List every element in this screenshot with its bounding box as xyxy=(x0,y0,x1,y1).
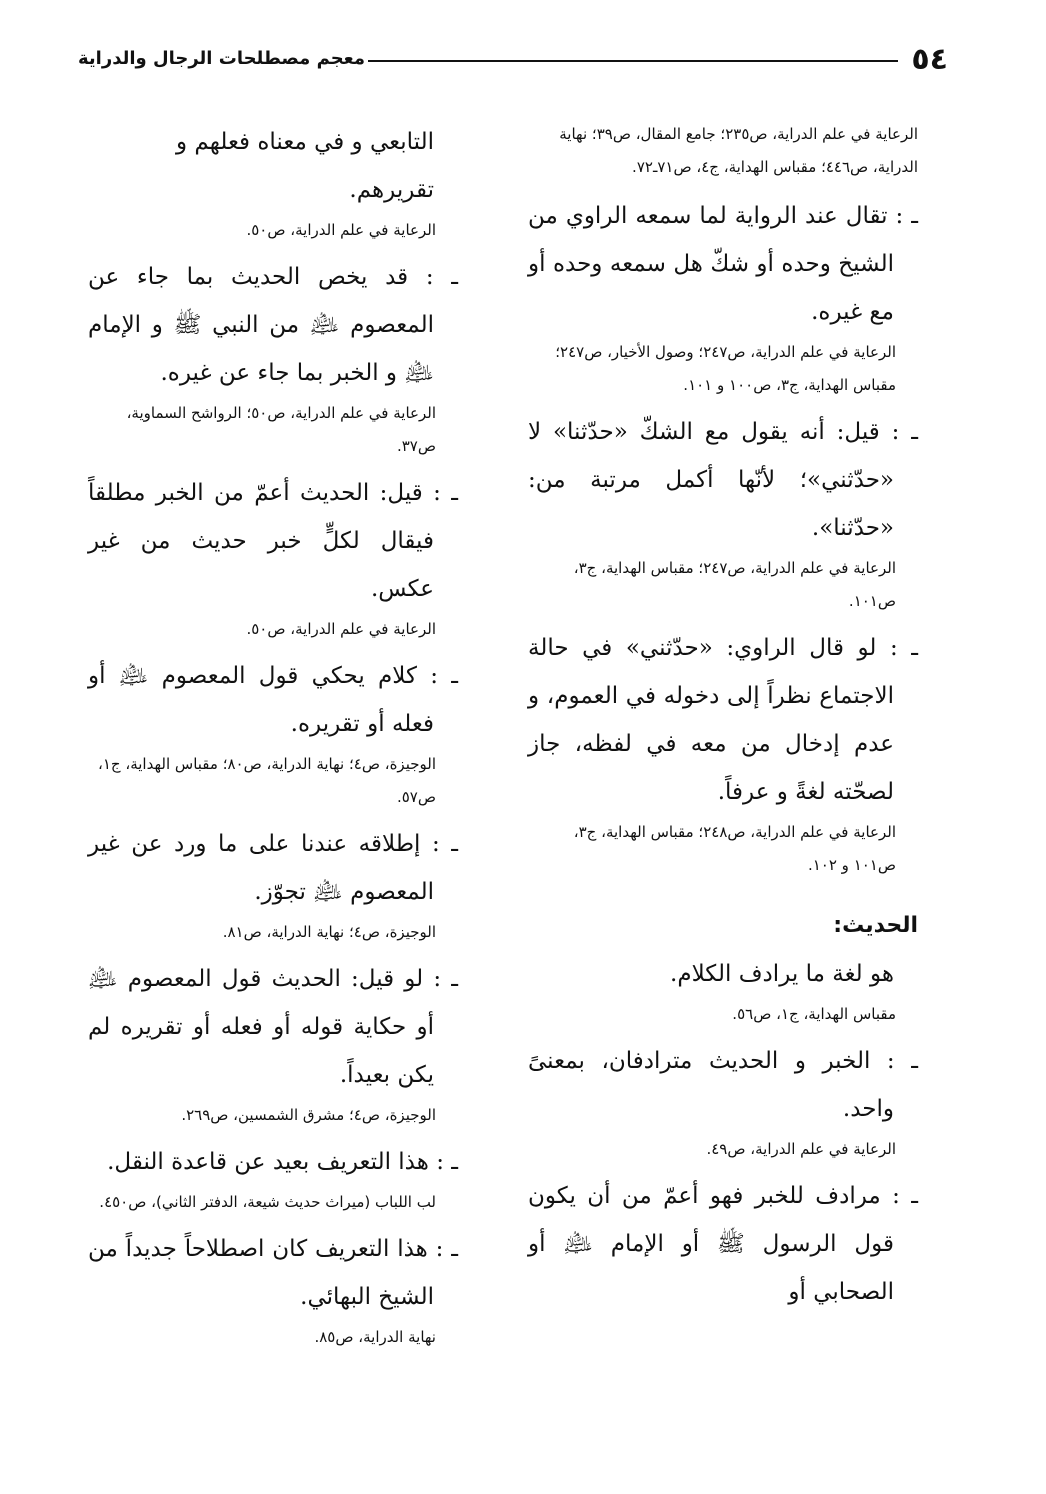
definition-text: ـ : هذا التعريف بعيد عن قاعدة النقل. xyxy=(107,1149,458,1175)
definition-entry xyxy=(88,652,458,814)
section-title: الحديث: xyxy=(833,913,918,938)
definition-text: ـ : قيل: أنه يقول مع الشكّ «حدّثنا» لا «حدّثني»؛ لأنّها أكمل مرتبة من: «حدّثنا». xyxy=(528,419,918,541)
citation: مقباس الهداية، ج١، ص٥٦. xyxy=(732,1005,896,1023)
definition-text: ـ : لو قال الراوي: «حدّثني» في حالة الاجتماع نظراً إلى دخوله في العموم، و عدم إدخال من معه في لفظه، جاز لصحّته لغةً و عرفاً. xyxy=(528,635,918,805)
definition-text: ـ : تقال عند الرواية لما سمعه الراوي من الشيخ وحده أو شكّ هل سمعه وحده أو مع غيره. xyxy=(528,203,918,325)
definition-entry xyxy=(528,408,918,618)
header-rule xyxy=(368,60,898,62)
citation: الرعاية في علم الدراية، ص٥٠. xyxy=(246,620,436,638)
definition-entry xyxy=(528,192,918,402)
page-header xyxy=(78,40,948,80)
running-title: معجم مصطلحات الرجال والدراية xyxy=(78,48,365,69)
citation: الرعاية في علم الدراية، ص٢٤٧؛ وصول الأخيار، ص٢٤٧؛ مقباس الهداية، ج٣، ص١٠٠ و ١٠١. xyxy=(555,343,896,394)
page-number: ٥٤ xyxy=(911,42,948,77)
definition-entry xyxy=(88,469,458,646)
citation: الوجيزة، ص٤؛ نهاية الدراية، ص٨٠؛ مقباس الهداية، ج١، ص٥٧. xyxy=(98,755,436,806)
definition-entry xyxy=(528,624,918,882)
definition-text: ـ : قد يخص الحديث بما جاء عن المعصوم ﵇ من النبي ﷺ و الإمام ﵇ و الخبر بما جاء عن غيره. xyxy=(88,264,458,386)
citation: لب اللباب (ميراث حديث شيعة، الدفتر الثاني)، ص٤٥٠. xyxy=(99,1193,436,1211)
citation: الرعاية في علم الدراية، ص٥٠. xyxy=(246,221,436,239)
definition-text: ـ : إطلاقه عندنا على ما ورد عن غير المعصوم ﵇ تجوّز. xyxy=(88,831,458,905)
definition-entry xyxy=(88,820,458,949)
definition-entry xyxy=(528,1037,918,1166)
citation: الرعاية في علم الدراية، ص٢٤٧؛ مقباس الهداية، ج٣، ص١٠١. xyxy=(573,559,896,610)
definition-text: ـ : مرادف للخبر فهو أعمّ من أن يكون قول الرسول ﷺ أو الإمام ﵇ أو الصحابي أو xyxy=(528,1183,918,1305)
definition-text: ـ : هذا التعريف كان اصطلاحاً جديداً من الشيخ البهائي. xyxy=(88,1236,458,1310)
definition-text: ـ : كلام يحكي قول المعصوم ﵇ أو فعله أو تقريره. xyxy=(88,663,458,737)
definition-entry xyxy=(88,253,458,463)
definition-entry xyxy=(88,1138,458,1219)
definition-text: ـ : الخبر و الحديث مترادفان، بمعنىً واحد. xyxy=(528,1048,918,1122)
definition-entry xyxy=(88,955,458,1132)
continued-text: التابعي و في معناه فعلهم و تقريرهم. xyxy=(176,129,434,203)
lead-citation: الرعاية في علم الدراية، ص٢٣٥؛ جامع المقال، ص٣٩؛ نهاية الدراية، ص٤٤٦؛ مقباس الهداية، ج٤، ص٧١ـ٧٢. xyxy=(559,125,918,176)
citation: الرعاية في علم الدراية، ص٤٩. xyxy=(706,1140,896,1158)
citation: الوجيزة، ص٤؛ مشرق الشمسين، ص٢٦٩. xyxy=(181,1106,436,1124)
right-column xyxy=(528,118,918,1320)
citation: الوجيزة، ص٤؛ نهاية الدراية، ص٨١. xyxy=(222,923,436,941)
citation: الرعاية في علم الدراية، ص٢٤٨؛ مقباس الهداية، ج٣، ص١٠١ و ١٠٢. xyxy=(573,823,896,874)
definition-entry xyxy=(528,1172,918,1316)
citation: الرعاية في علم الدراية، ص٥٠؛ الرواشح السماوية، ص٣٧. xyxy=(126,404,436,455)
definition-text: ـ : لو قيل: الحديث قول المعصوم ﵇ أو حكاية قوله أو فعله أو تقريره لم يكن بعيداً. xyxy=(88,966,458,1088)
left-column xyxy=(88,118,458,1360)
definition-text: ـ : قيل: الحديث أعمّ من الخبر مطلقاً فيقال لكلٍّ خبر حديث من غير عكس. xyxy=(88,480,458,602)
definition-entry xyxy=(88,1225,458,1354)
citation: نهاية الدراية، ص٨٥. xyxy=(314,1328,436,1346)
section-intro: هو لغة ما يرادف الكلام. xyxy=(670,961,894,987)
